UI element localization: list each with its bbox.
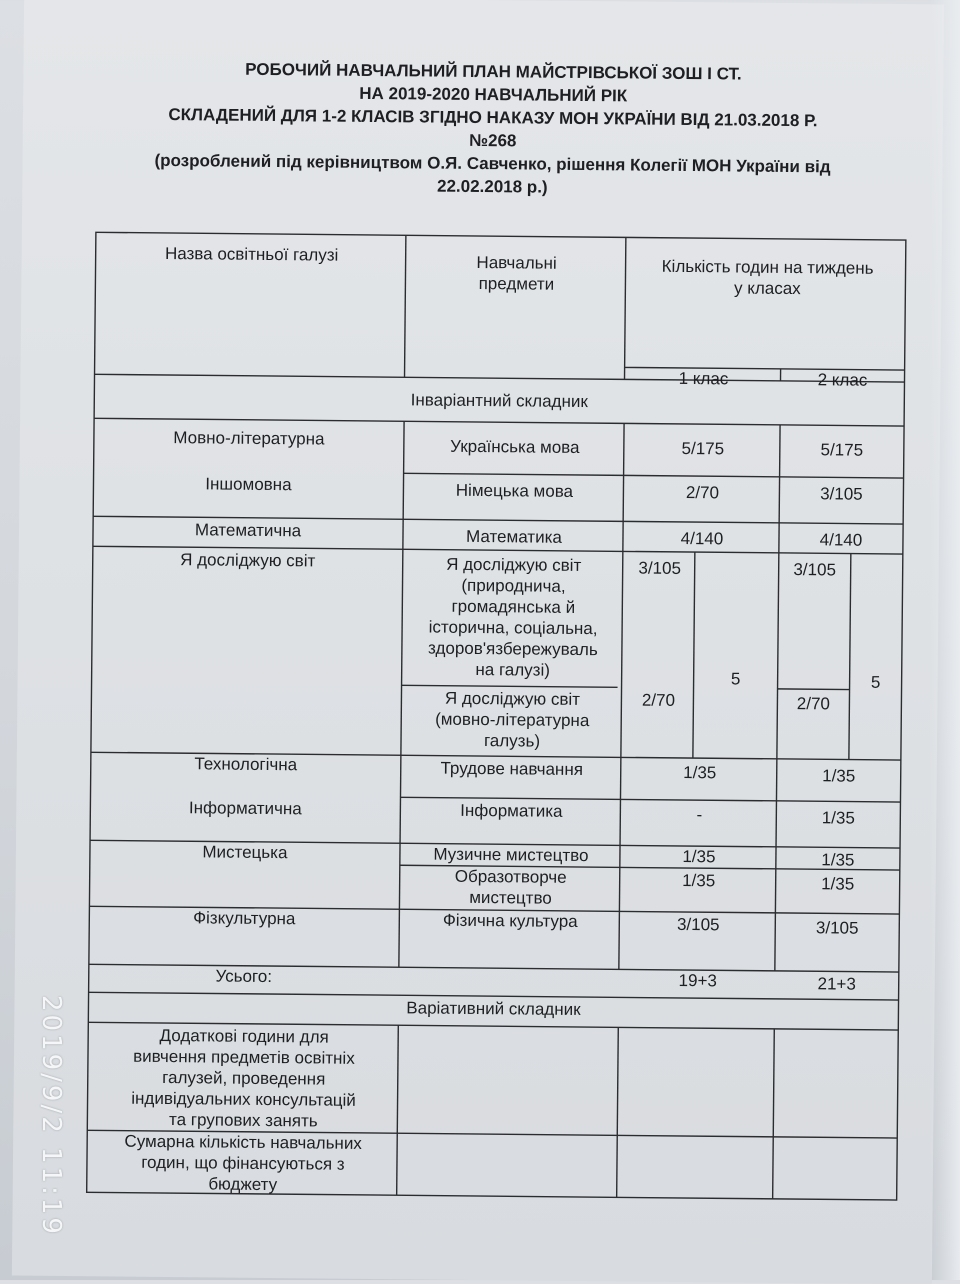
total-g1: 19+3 [621, 969, 775, 991]
subject-math: Математика [409, 525, 619, 548]
header-line: НА 2019-2020 НАВЧАЛЬНИЙ РІК [83, 79, 903, 110]
subject-line: здоров'язбережуваль [404, 637, 622, 660]
subject-visual-art [405, 865, 615, 909]
extra-hours-label [93, 1024, 394, 1132]
area-foreign-language: Іншомовна [103, 472, 393, 496]
subject-ukrainian: Українська мова [410, 435, 620, 458]
subject-explore-natural [404, 553, 623, 681]
hours-visual-art-g1: 1/35 [622, 869, 776, 891]
area-explore-world: Я досліджую світ [103, 548, 393, 572]
area-physical: Фізкультурна [99, 906, 389, 930]
hours-german-g2: 3/105 [779, 483, 903, 505]
subject-explore-language [403, 687, 622, 752]
hours-music-g1: 1/35 [622, 845, 776, 867]
subject-line: Образотворче [406, 865, 616, 888]
subject-line: (мовно-літературна [403, 708, 621, 731]
column-header-hours-line: Кількість годин на тиждень [627, 255, 907, 279]
extra-hours-line: вивчення предметів освітніх [94, 1045, 394, 1069]
hours-pe-g2: 3/105 [775, 917, 899, 939]
extra-hours-line: Додаткові години для [94, 1024, 394, 1048]
grade-2-header: 2 клас [780, 369, 904, 391]
column-header-hours [627, 255, 907, 300]
header-line: РОБОЧИЙ НАВЧАЛЬНИЙ ПЛАН МАЙСТРІВСЬКОЇ ЗОШ І СТ. [83, 56, 903, 87]
extra-hours-line: галузей, проведення [94, 1066, 394, 1090]
subject-line: мистецтво [405, 886, 615, 909]
hours-explore-natural-g2: 3/105 [779, 559, 851, 581]
page-edge-shadow [930, 0, 960, 1280]
hours-explore-total-g2: 5 [850, 672, 902, 693]
header-line: СКЛАДЕНИЙ ДЛЯ 1-2 КЛАСІВ ЗГІДНО НАКАЗУ МОН УКРАЇНИ ВІД 21.03.2018 Р. [83, 102, 903, 133]
hours-visual-art-g2: 1/35 [776, 873, 900, 895]
subject-line: історична, соціальна, [404, 616, 622, 639]
column-header-subjects-line: Навчальні [412, 251, 622, 274]
subject-line: Я досліджую світ [405, 553, 623, 576]
hours-german-g1: 2/70 [625, 481, 779, 503]
area-language: Мовно-літературна [104, 426, 394, 450]
subject-german: Німецька мова [409, 479, 619, 502]
subject-pe: Фізична культура [405, 909, 615, 932]
hours-explore-language-g1: 2/70 [623, 689, 693, 711]
subject-line: (природнича, [404, 574, 622, 597]
area-informatics: Інформатична [100, 796, 390, 820]
subject-line: Я досліджую світ [403, 687, 621, 710]
column-header-subjects [411, 251, 621, 295]
area-technology: Технологічна [101, 752, 391, 776]
hours-explore-language-g2: 2/70 [777, 693, 849, 715]
area-art: Мистецька [100, 840, 390, 864]
header-line: (розроблений під керівництвом О.Я. Савченко, рішення Колегії МОН України від [82, 148, 902, 179]
total-label: Усього: [99, 964, 389, 988]
column-header-hours-line: у класах [627, 276, 907, 300]
hours-explore-natural-g1: 3/105 [625, 557, 695, 579]
hours-labor-g2: 1/35 [777, 765, 901, 787]
hours-music-g2: 1/35 [776, 849, 900, 871]
document-sheet [12, 0, 944, 1284]
photo-timestamp: 2019/9/2 11:19 [38, 995, 66, 1245]
hours-math-g2: 4/140 [779, 529, 903, 551]
budget-hours-label [93, 1130, 394, 1196]
header-line: №268 [83, 125, 903, 156]
hours-informatics-g1: - [622, 803, 776, 825]
hours-pe-g1: 3/105 [621, 913, 775, 935]
area-math: Математична [103, 518, 393, 542]
column-header-area: Назва освітньої галузі [112, 242, 392, 266]
section-variative: Варіативний складник [88, 994, 898, 1023]
subject-informatics: Інформатика [406, 799, 616, 822]
subject-labor: Трудове навчання [407, 757, 617, 780]
hours-labor-g1: 1/35 [623, 761, 777, 783]
total-g2: 21+3 [775, 973, 899, 995]
hours-ukrainian-g1: 5/175 [626, 437, 780, 459]
grade-1-header: 1 клас [626, 367, 780, 389]
extra-hours-line: та групових занять [93, 1108, 393, 1132]
budget-hours-line: бюджету [93, 1172, 393, 1196]
subject-line: на галузі) [404, 658, 622, 681]
hours-explore-total-g1: 5 [694, 668, 778, 690]
extra-hours-line: індивідуальних консультацій [93, 1087, 393, 1111]
subject-music: Музичне мистецтво [406, 843, 616, 866]
hours-ukrainian-g2: 5/175 [780, 439, 904, 461]
column-header-subjects-line: предмети [411, 272, 621, 295]
header-line: 22.02.2018 р.) [82, 171, 902, 202]
subject-line: галузь) [403, 729, 621, 752]
budget-hours-line: годин, що фінансуються з [93, 1151, 393, 1175]
hours-informatics-g2: 1/35 [776, 807, 900, 829]
subject-line: громадянська й [404, 595, 622, 618]
hours-math-g1: 4/140 [625, 527, 779, 549]
budget-hours-line: Сумарна кількість навчальних [93, 1130, 393, 1154]
section-invariant: Інваріантний складник [94, 386, 904, 415]
